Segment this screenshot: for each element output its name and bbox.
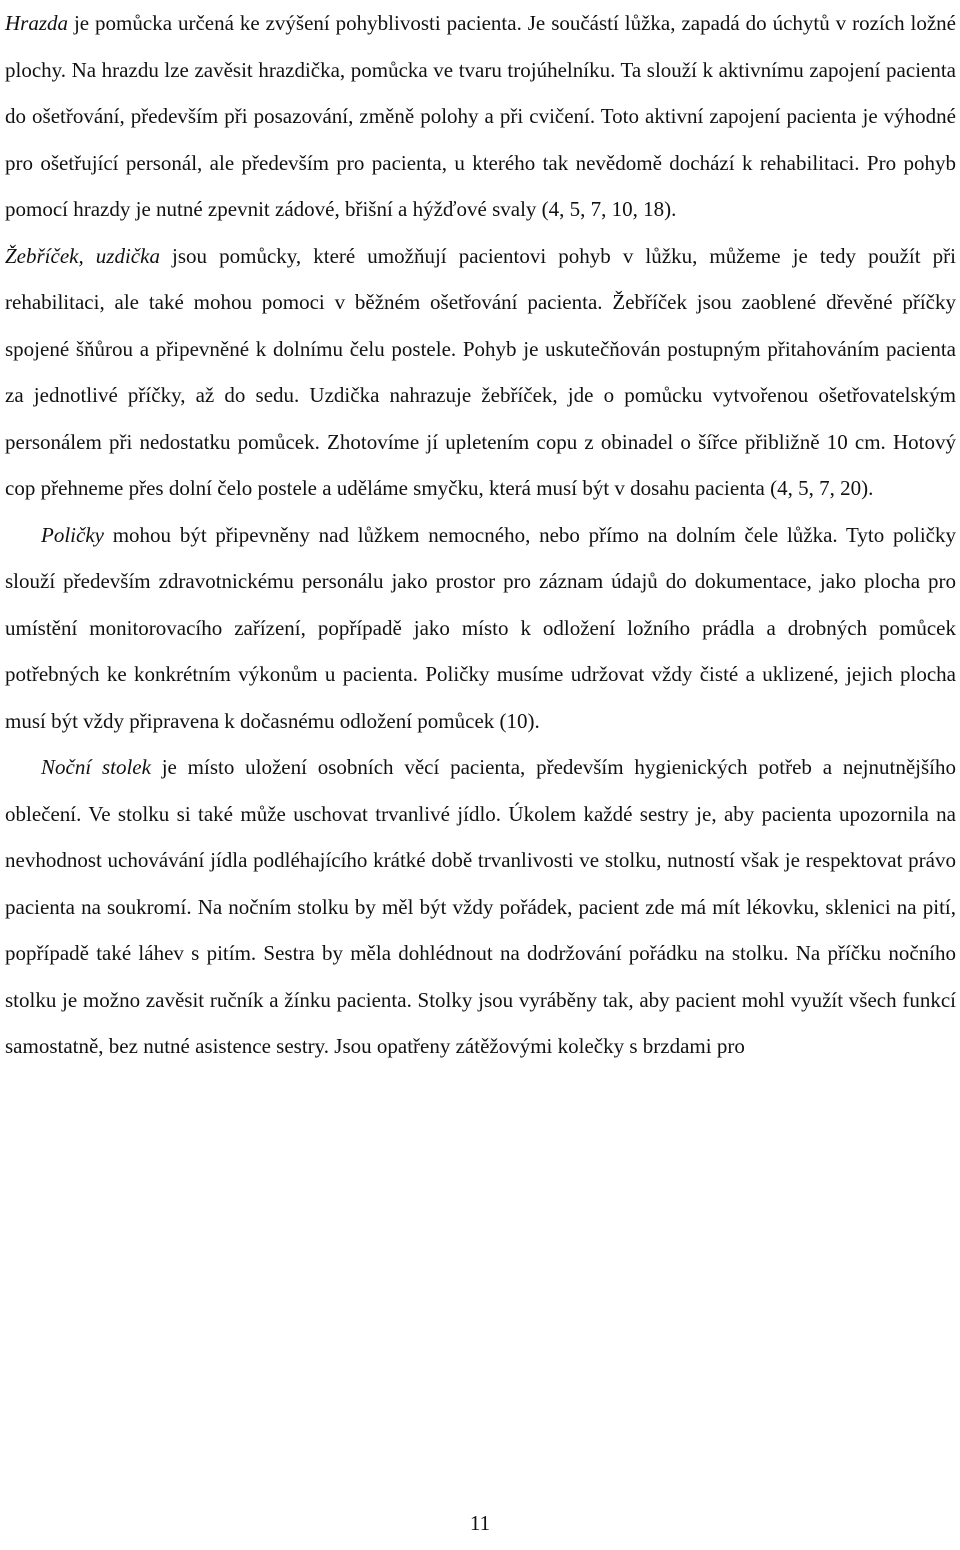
term-nocni-stolek: Noční stolek: [41, 755, 151, 779]
page-number: 11: [469, 1511, 491, 1535]
paragraph-nocni-stolek-text: je místo uložení osobních věcí pacienta, především hygienických potřeb a nejnutnějšího oblečení. Ve stolku si také může uschovat trvanlivé jídlo. Úkolem každé sestry je, aby pacienta upozornila na nevhodnost uchovávání jídla podléhajícího krátké době trvanlivosti ve stolku, nutností však je respektovat právo pacienta na soukromí. Na nočním stolku by měl být vždy pořádek, pacient zde má mít lékovku, sklenici na pití, popřípadě také láhev s pitím. Sestra by měla dohlédnout na dodržování pořádku na stolku. Na příčku nočního stolku je možno zavěsit ručník a žínku pacienta. Stolky jsou vyráběny tak, aby pacient mohl využít všech funkcí samostatně, bez nutné asistence sestry. Jsou opatřeny zátěžovými kolečky s brzdami pro: [5, 755, 956, 1058]
paragraph-hrazda-text: je pomůcka určená ke zvýšení pohyblivosti pacienta. Je součástí lůžka, zapadá do úchytů v rozích ložné plochy. Na hrazdu lze zavěsit hrazdička, pomůcka ve tvaru trojúhelníku. Ta slouží k aktivnímu zapojení pacienta do ošetřování, především při posazování, změně polohy a při cvičení. Toto aktivní zapojení pacienta je výhodné pro ošetřující personál, ale především pro pacienta, u kterého tak nevědomě dochází k rehabilitaci. Pro pohyb pomocí hrazdy je nutné zpevnit zádové, břišní a hýžďové svaly (4, 5, 7, 10, 18).: [5, 11, 956, 221]
term-zebricek-uzdicka: Žebříček, uzdička: [5, 243, 160, 268]
paragraph-zebricek-text: jsou pomůcky, které umožňují pacientovi pohyb v lůžku, můžeme je tedy použít při rehabilitaci, ale také mohou pomoci v běžném ošetřování pacienta. Žebříček jsou zaoblené dřevěné příčky spojené šňůrou a připevněné k dolnímu čelu postele. Pohyb je uskutečňován postupným přitahováním pacienta za jednotlivé příčky, až do sedu. Uzdička nahrazuje žebříček, jde o pomůcku vytvořenou ošetřovatelským personálem při nedostatku pomůcek. Zhotovíme jí upletením copu z obinadel o šířce přibližně 10 cm. Hotový cop přehneme přes dolní čelo postele a uděláme smyčku, která musí být v dosahu pacienta (4, 5, 7, 20).: [5, 243, 956, 500]
paragraph-policky-text: mohou být připevněny nad lůžkem nemocného, nebo přímo na dolním čele lůžka. Tyto poličky slouží především zdravotnickému personálu jako prostor pro záznam údajů do dokumentace, jako plocha pro umístění monitorovacího zařízení, popřípadě jako místo k odložení ložního prádla a drobných pomůcek potřebných ke konkrétním výkonům u pacienta. Poličky musíme udržovat vždy čisté a uklizené, jejich plocha musí být vždy připravena k dočasnému odložení pomůcek (10).: [5, 522, 956, 733]
term-hrazda: Hrazda: [5, 11, 69, 35]
paragraph-policky: [5, 512, 956, 745]
paragraph-hrazda: [5, 0, 956, 233]
paragraph-zebricek: [5, 233, 956, 512]
term-policky: Poličky: [41, 522, 104, 547]
document-page: [5, 0, 956, 1070]
paragraph-nocni-stolek: [5, 744, 956, 1070]
